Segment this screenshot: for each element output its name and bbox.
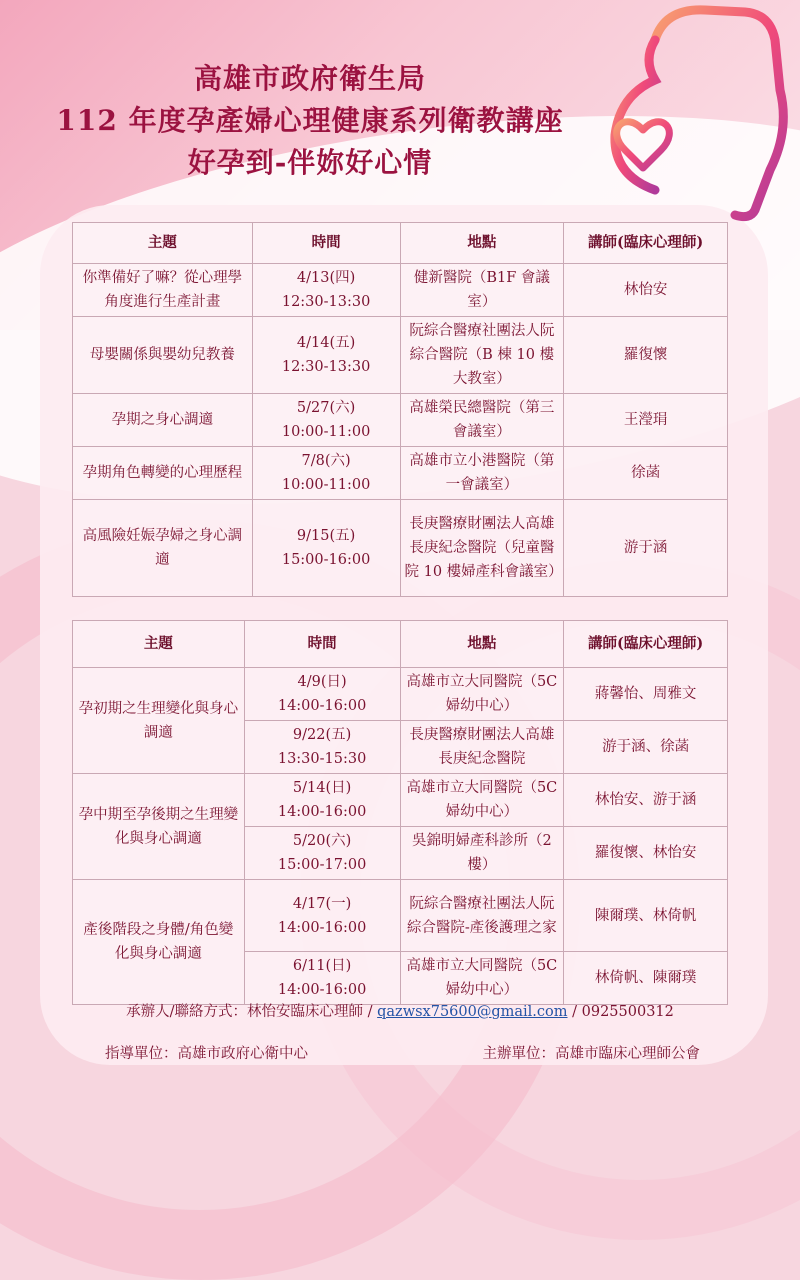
table-row: [73, 500, 728, 597]
date-text: 5/14(日): [292, 780, 352, 796]
time-cell: [252, 317, 400, 394]
series-title: 112 年度孕產婦心理健康系列衛教講座: [56, 104, 564, 137]
speaker-cell: 王瀅琄: [564, 394, 728, 447]
time-text: 10:00-11:00: [281, 477, 371, 493]
poster-header: [20, 58, 600, 184]
col-time: 時間: [244, 621, 400, 668]
date-text: 5/27(六): [296, 400, 356, 416]
time-cell: [252, 394, 400, 447]
speaker-cell: 羅復懷: [564, 317, 728, 394]
organizer-text: 主辦單位：高雄市臨床心理師公會: [482, 1046, 700, 1062]
time-cell: [244, 668, 400, 721]
date-text: 4/9(日): [297, 674, 347, 690]
date-text: 5/20(六): [292, 833, 352, 849]
time-cell: [244, 827, 400, 880]
time-cell: [244, 952, 400, 1005]
col-topic: 主題: [73, 223, 253, 264]
speaker-cell: 徐菡: [564, 447, 728, 500]
speaker-cell: 林怡安: [564, 264, 728, 317]
topic-cell: 你準備好了嘛？從心理學角度進行生產計畫: [73, 264, 253, 317]
col-place: 地點: [400, 621, 564, 668]
slogan: 好孕到-伴妳好心情: [187, 146, 433, 179]
place-cell: 高雄市立小港醫院（第一會議室）: [400, 447, 564, 500]
topic-cell: 孕期之身心調適: [73, 394, 253, 447]
pregnant-heart-icon: [595, 0, 800, 225]
time-text: 15:00-17:00: [277, 857, 367, 873]
time-cell: [252, 447, 400, 500]
speaker-cell: 蔣馨怡、周雅文: [564, 668, 728, 721]
date-text: 9/22(五): [292, 727, 352, 743]
topic-cell: 孕初期之生理變化與身心調適: [73, 668, 245, 774]
place-cell: 長庚醫療財團法人高雄長庚紀念醫院: [400, 721, 564, 774]
time-text: 12:30-13:30: [281, 294, 371, 310]
time-text: 14:00-16:00: [277, 804, 367, 820]
place-cell: 阮綜合醫療社團法人阮綜合醫院-產後護理之家: [400, 880, 564, 952]
col-speaker: 講師(臨床心理師): [564, 621, 728, 668]
speaker-cell: 林怡安、游于涵: [564, 774, 728, 827]
time-cell: [252, 264, 400, 317]
table-row: [73, 317, 728, 394]
time-text: 10:00-11:00: [281, 424, 371, 440]
lecture-table-2: [72, 620, 728, 1005]
place-cell: 阮綜合醫療社團法人阮綜合醫院（B 棟 10 樓大教室）: [400, 317, 564, 394]
speaker-cell: 游于涵: [564, 500, 728, 597]
col-time: 時間: [252, 223, 400, 264]
org-title: 高雄市政府衛生局: [193, 62, 426, 95]
table-row: [73, 774, 728, 827]
time-text: 14:00-16:00: [277, 982, 367, 998]
contact-line: [0, 1000, 800, 1021]
table-row: [73, 394, 728, 447]
date-text: 4/17(一): [292, 895, 352, 912]
time-cell: [244, 774, 400, 827]
table-row: [73, 447, 728, 500]
place-cell: 吳錦明婦產科診所（2 樓）: [400, 827, 564, 880]
date-text: 6/11(日): [292, 958, 352, 974]
date-text: 7/8(六): [301, 453, 351, 469]
date-text: 4/13(四): [296, 270, 356, 286]
topic-cell: 孕中期至孕後期之生理變化與身心調適: [73, 774, 245, 880]
email-link[interactable]: qazwsx75600@gmail.com: [377, 1004, 568, 1020]
time-text: 14:00-16:00: [277, 698, 367, 714]
col-place: 地點: [400, 223, 564, 264]
time-text: 15:00-16:00: [281, 552, 371, 568]
place-cell: 高雄市立大同醫院（5C 婦幼中心）: [400, 774, 564, 827]
supervisor-text: 指導單位：高雄市政府心衛中心: [105, 1046, 308, 1062]
date-text: 4/14(五): [296, 335, 356, 351]
topic-cell: 母嬰關係與嬰幼兒教養: [73, 317, 253, 394]
speaker-cell: 游于涵、徐菡: [564, 721, 728, 774]
topic-cell: 高風險妊娠孕婦之身心調適: [73, 500, 253, 597]
table-row: [73, 264, 728, 317]
time-cell: [252, 500, 400, 597]
place-cell: 高雄榮民總醫院（第三會議室）: [400, 394, 564, 447]
place-cell: 高雄市立大同醫院（5C 婦幼中心）: [400, 952, 564, 1005]
time-text: 14:00-16:00: [277, 919, 367, 936]
contact-label: 承辦人/聯絡方式：林怡安臨床心理師 /: [126, 1004, 373, 1020]
time-cell: [244, 880, 400, 952]
speaker-cell: 陳爾璞、林倚帆: [564, 880, 728, 952]
lecture-table-1: [72, 222, 728, 597]
topic-cell: 產後階段之身體/角色變化與身心調適: [73, 880, 245, 1005]
time-text: 12:30-13:30: [281, 359, 371, 375]
col-speaker: 講師(臨床心理師): [564, 223, 728, 264]
topic-cell: 孕期角色轉變的心理歷程: [73, 447, 253, 500]
speaker-cell: 羅復懷、林怡安: [564, 827, 728, 880]
speaker-cell: 林倚帆、陳爾璞: [564, 952, 728, 1005]
time-cell: [244, 721, 400, 774]
date-text: 9/15(五): [296, 528, 356, 544]
place-cell: 健新醫院（B1F 會議室）: [400, 264, 564, 317]
phone-text: / 0925500312: [572, 1004, 674, 1020]
time-text: 13:30-15:30: [277, 751, 367, 767]
table-row: [73, 880, 728, 952]
table-row: [73, 668, 728, 721]
place-cell: 高雄市立大同醫院（5C 婦幼中心）: [400, 668, 564, 721]
col-topic: 主題: [73, 621, 245, 668]
place-cell: 長庚醫療財團法人高雄長庚紀念醫院（兒童醫院 10 樓婦產科會議室）: [400, 500, 564, 597]
